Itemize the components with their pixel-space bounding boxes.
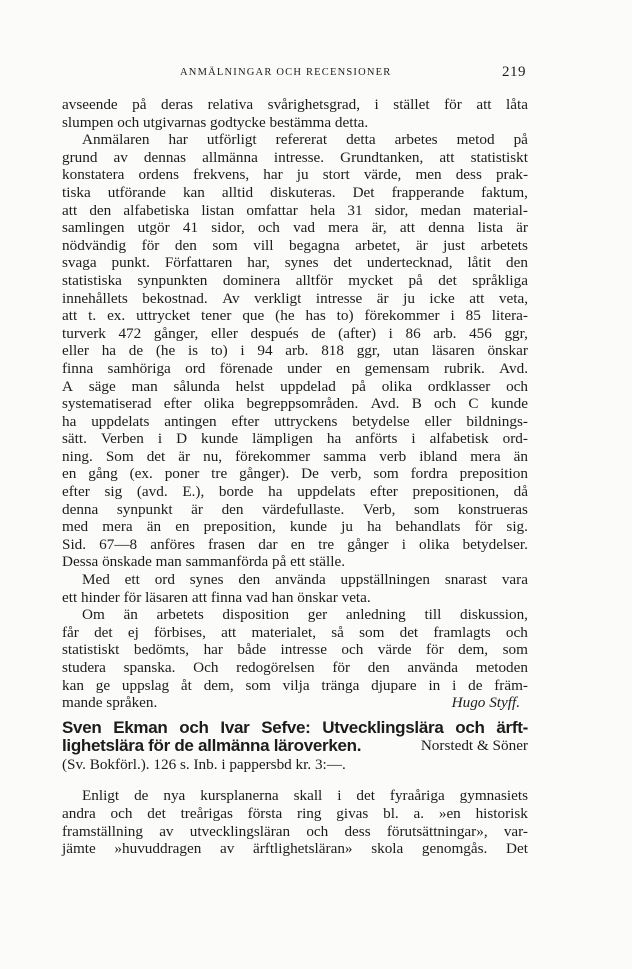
text-line: efter sig (avd. E.), borde ha uppdelats efter prepositionen, då xyxy=(62,483,528,501)
review-ekman-sefve-body xyxy=(62,787,528,857)
text-line: att t. ex. uttrycket tener que (he has to) förekommer i 85 litera- xyxy=(62,307,528,325)
text-line: eller ha de (he is to) i 94 arb. 818 ggr, utan läsaren önskar xyxy=(62,342,528,360)
publisher: Norstedt & Söner xyxy=(420,737,528,755)
text-line: systematiserad efter olika begreppsområden. Avd. B och C kunde xyxy=(62,395,528,413)
text-line: samlingen utgör 41 sidor, och vad mera är, att denna lista är xyxy=(62,219,528,237)
text-line: ning. Som det är nu, förekommer samma verb ibland mera än xyxy=(62,447,528,465)
text-line: ett hinder för läsaren att finna vad han önskar veta. xyxy=(62,588,371,606)
text-line: nödvändig för den som vill begagna arbetet, är just arbetets xyxy=(62,236,528,254)
text-line: A säge man sålunda helst uppdelad på olika ordklasser och xyxy=(62,377,528,395)
text-line: Om än arbetets disposition ger anledning till diskussion, xyxy=(82,606,528,624)
text-line: mande språken. Hugo Styff. xyxy=(62,694,528,712)
page-text xyxy=(62,96,528,858)
review-hugo-styff xyxy=(62,96,528,712)
text-line: framställning av utvecklingsläran och dess förutsättningar», var- xyxy=(62,822,528,840)
text-line: att den alfabetiska listan omfattar hela 31 sidor, medan material- xyxy=(62,201,528,219)
text-line: slumpen och utgivarnas godtycke bestämma detta. xyxy=(62,113,369,131)
text-line: Med ett ord synes den använda uppställningen snarast vara xyxy=(82,571,528,589)
text-line: med mera än en preposition, kunde ju ha behandlats för sig. xyxy=(62,518,528,536)
bibliographic-line: (Sv. Bokförl.). 126 s. Inb. i pappersbd kr. 3:—. xyxy=(62,755,346,773)
text-line: statistiskt bedömts, har både intresse och värde för dem, som xyxy=(62,641,528,659)
text-line: kan ge uppslag åt dem, som vilja tränga djupare in i de främ- xyxy=(62,676,528,694)
page-number: 219 xyxy=(502,64,526,80)
text-line: Dessa önskade man sammanförda på ett ställe. xyxy=(62,553,345,571)
text-line: en gång (ex. poner tre gånger). De verb, som fordra preposition xyxy=(62,465,528,483)
text-line: statistiska synpunkten dominera alltför mycket på det språkliga xyxy=(62,271,528,289)
text-line: Enligt de nya kursplanerna skall i det fyraåriga gymnasiets xyxy=(82,787,528,805)
review-heading xyxy=(62,719,528,774)
text-line: ha uppdelats antingen efter uttryckens betydelse eller bildnings- xyxy=(62,412,528,430)
running-head: ANMÄLNINGAR OCH RECENSIONER xyxy=(180,67,392,78)
signature: Hugo Styff. xyxy=(451,694,520,712)
text-line: innehållets bekostnad. Av verkligt intresse är ju icke att veta, xyxy=(62,289,528,307)
text-line: turverk 472 gånger, eller después de (after) i 86 arb. 456 ggr, xyxy=(62,324,528,342)
text-line: sätt. Verben i D kunde lämpligen ha anförts i alfabetisk ord- xyxy=(62,430,528,448)
text-line: avseende på deras relativa svårighetsgrad, i stället för att låta xyxy=(62,96,528,113)
review-heading-title-end: lighetslära för de allmänna läroverken. xyxy=(62,736,362,756)
text-line: svaga punkt. Författaren har, synes det undertecknad, låtit den xyxy=(62,254,528,272)
text-line: konstatera ordens frekvens, har ju stort värde, men dess prak- xyxy=(62,166,528,184)
text-line: tiska utförande kan alltid diskuteras. Det frapperande faktum, xyxy=(62,183,528,201)
text-line: jämte »huvuddragen av ärftlighetsläran» skola genomgås. Det xyxy=(62,840,528,858)
review-heading-line-1: Sven Ekman och Ivar Sefve: Utvecklingslära och ärft- xyxy=(62,717,528,737)
text-line: Sid. 67—8 anföres frasen dar en tre gånger i olika betydelser. xyxy=(62,535,528,553)
text-line: Anmälaren har utförligt refererat detta arbetes metod på xyxy=(82,131,528,149)
review-heading-line-2 xyxy=(62,737,528,756)
text-line: grund av dennas allmänna intresse. Grundtanken, att statistiskt xyxy=(62,148,528,166)
text-line: andra och det treårigas första ring givas bl. a. »en historisk xyxy=(62,804,528,822)
text-line: får det ej förbises, att materialet, så som det framlagts och xyxy=(62,623,528,641)
text-line: studera spanska. Och redogörelsen för den använda metoden xyxy=(62,659,528,676)
text-line: denna synpunkt är den värdefullaste. Verb, som konstrueras xyxy=(62,500,528,518)
text-line: finna samhöriga ord förenade under en gemensam rubrik. Avd. xyxy=(62,359,528,377)
